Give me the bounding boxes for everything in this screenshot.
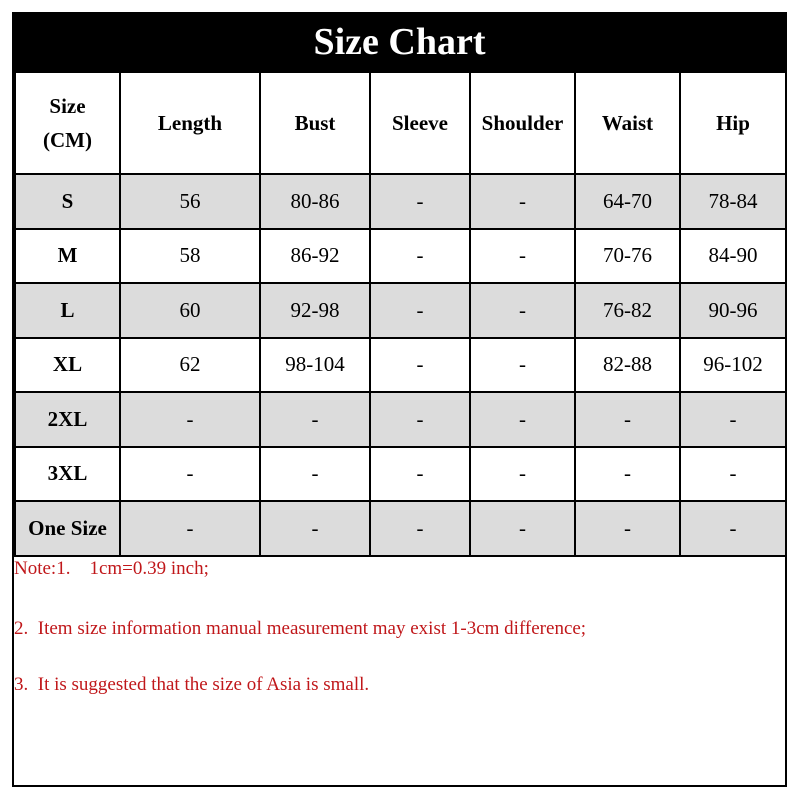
table-row <box>15 392 786 447</box>
table-row <box>15 338 786 393</box>
note-line: 2. Item size information manual measurement may exist 1-3cm difference; <box>14 618 587 639</box>
cell-length: - <box>120 447 260 502</box>
size-label: XL <box>15 338 120 393</box>
cell-bust: 80-86 <box>260 174 370 229</box>
cell-sleeve: - <box>370 501 470 556</box>
cell-shoulder: - <box>470 392 575 447</box>
header-hip: Hip <box>680 72 786 174</box>
cell-hip: 96-102 <box>680 338 786 393</box>
size-label: L <box>15 283 120 338</box>
cell-shoulder: - <box>470 447 575 502</box>
cell-length: 56 <box>120 174 260 229</box>
header-size-line-1: Size <box>49 94 86 118</box>
header-shoulder: Shoulder <box>470 72 575 174</box>
size-label: M <box>15 229 120 284</box>
cell-waist: 76-82 <box>575 283 680 338</box>
note-line: Note:1. 1cm=0.39 inch; <box>14 558 209 579</box>
cell-bust: - <box>260 501 370 556</box>
cell-waist: 64-70 <box>575 174 680 229</box>
header-sleeve: Sleeve <box>370 72 470 174</box>
size-chart <box>12 12 787 787</box>
cell-sleeve: - <box>370 174 470 229</box>
cell-length: 60 <box>120 283 260 338</box>
table-row <box>15 229 786 284</box>
cell-shoulder: - <box>470 501 575 556</box>
cell-bust: - <box>260 447 370 502</box>
cell-length: 62 <box>120 338 260 393</box>
cell-hip: 90-96 <box>680 283 786 338</box>
cell-length: - <box>120 392 260 447</box>
cell-sleeve: - <box>370 229 470 284</box>
size-table <box>14 71 787 557</box>
cell-shoulder: - <box>470 283 575 338</box>
cell-bust: 98-104 <box>260 338 370 393</box>
size-label: One Size <box>15 501 120 556</box>
header-bust: Bust <box>260 72 370 174</box>
cell-length: - <box>120 501 260 556</box>
header-length: Length <box>120 72 260 174</box>
cell-hip: - <box>680 392 786 447</box>
size-label: 3XL <box>15 447 120 502</box>
header-size <box>15 72 120 174</box>
table-row <box>15 447 786 502</box>
cell-waist: - <box>575 392 680 447</box>
cell-sleeve: - <box>370 447 470 502</box>
cell-shoulder: - <box>470 338 575 393</box>
table-header-row <box>15 72 786 174</box>
cell-hip: 78-84 <box>680 174 786 229</box>
cell-length: 58 <box>120 229 260 284</box>
header-size-line-2: (CM) <box>43 128 92 152</box>
cell-sleeve: - <box>370 392 470 447</box>
cell-bust: 92-98 <box>260 283 370 338</box>
table-row <box>15 501 786 556</box>
header-waist: Waist <box>575 72 680 174</box>
cell-waist: - <box>575 501 680 556</box>
note-line: 3. It is suggested that the size of Asia is small. <box>14 674 370 695</box>
cell-waist: 82-88 <box>575 338 680 393</box>
table-row <box>15 283 786 338</box>
table-row <box>15 174 786 229</box>
cell-hip: - <box>680 447 786 502</box>
chart-title: Size Chart <box>14 14 785 71</box>
size-label: 2XL <box>15 392 120 447</box>
cell-waist: 70-76 <box>575 229 680 284</box>
cell-sleeve: - <box>370 338 470 393</box>
cell-waist: - <box>575 447 680 502</box>
cell-hip: - <box>680 501 786 556</box>
cell-shoulder: - <box>470 174 575 229</box>
cell-bust: 86-92 <box>260 229 370 284</box>
cell-sleeve: - <box>370 283 470 338</box>
cell-bust: - <box>260 392 370 447</box>
size-label: S <box>15 174 120 229</box>
cell-shoulder: - <box>470 229 575 284</box>
cell-hip: 84-90 <box>680 229 786 284</box>
